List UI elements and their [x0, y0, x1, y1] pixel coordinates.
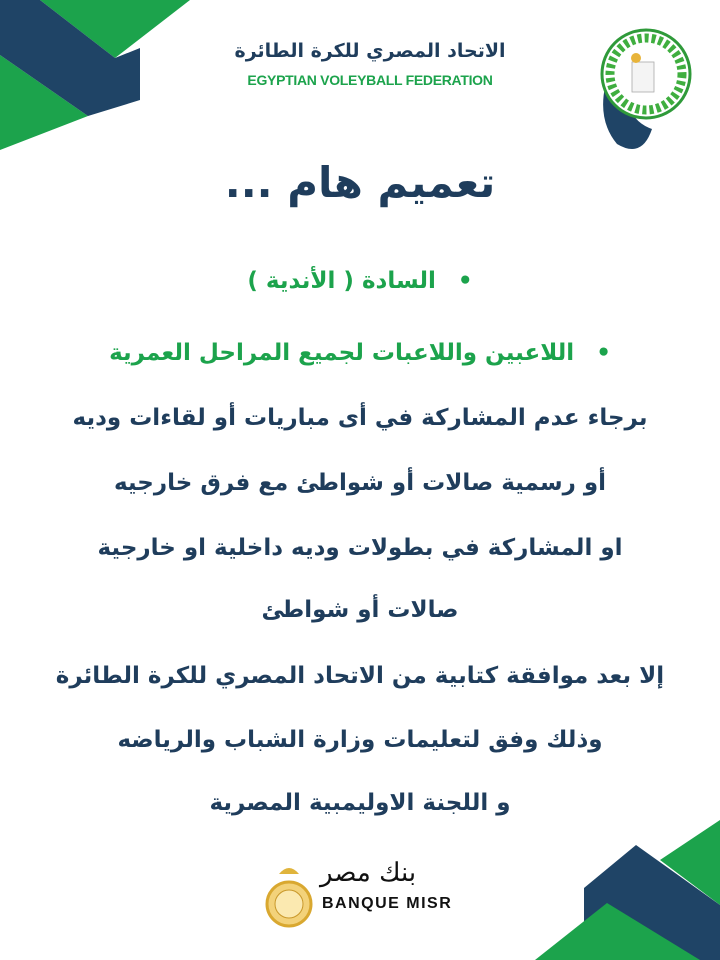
- bullet-item: [0, 340, 720, 366]
- federation-logo: [592, 24, 702, 154]
- bullet-text: السادة ( الأندية ): [247, 268, 436, 294]
- page-title: تعميم هام ...: [224, 158, 496, 207]
- bullet-icon: •: [596, 340, 611, 366]
- banque-misr-emblem: [264, 862, 314, 937]
- bullet-icon: •: [457, 268, 473, 294]
- body-line: وذلك وفق لتعليمات وزارة الشباب والرياضه: [117, 727, 603, 753]
- body-line: برجاء عدم المشاركة في أى مباريات أو لقاءات وديه: [72, 405, 648, 431]
- body-line: صالات أو شواطئ: [261, 597, 459, 623]
- federation-english-name: EGYPTIAN VOLEYBALL FEDERATION: [247, 72, 493, 88]
- sponsor-arabic-name: بنك مصر: [320, 858, 417, 888]
- body-line: إلا بعد موافقة كتابية من الاتحاد المصري للكرة الطائرة: [55, 663, 665, 689]
- body-line: أو رسمية صالات أو شواطئ مع فرق خارجيه: [113, 470, 607, 496]
- body-line: او المشاركة في بطولات وديه داخلية او خارجية: [97, 535, 623, 561]
- sponsor-english-name: BANQUE MISR: [322, 895, 453, 912]
- bullet-item: [0, 268, 720, 294]
- bullet-text: اللاعبين واللاعبات لجميع المراحل العمرية: [109, 340, 575, 366]
- federation-arabic-name: الاتحاد المصري للكرة الطائرة: [234, 40, 506, 62]
- body-line: و اللجنة الاوليمبية المصرية: [209, 790, 511, 816]
